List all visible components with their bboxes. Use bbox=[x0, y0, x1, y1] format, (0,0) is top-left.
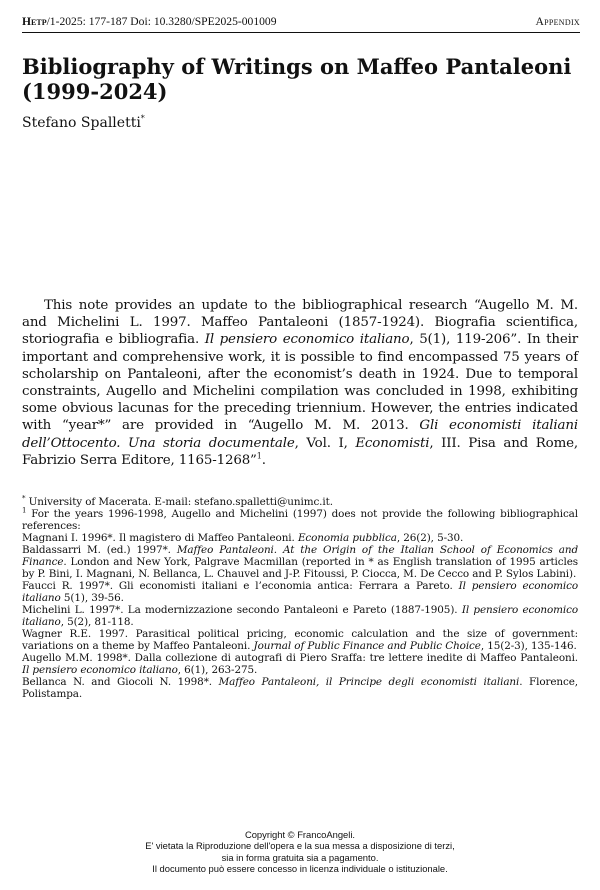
citation-doi: /1-2025: 177-187 Doi: 10.3280/SPE2025-001009 bbox=[46, 15, 277, 28]
footnote-1-text: For the years 1996-1998, Augello and Michelini (1997) does not provide the following bibliographical references: bbox=[22, 508, 578, 532]
affiliation-note bbox=[22, 496, 578, 508]
section-label: Appendix bbox=[535, 15, 580, 28]
affiliation-text: University of Macerata. E-mail: stefano.spalletti@unimc.it. bbox=[25, 496, 333, 508]
journal-name: Hetp bbox=[22, 15, 47, 28]
author-line bbox=[22, 115, 145, 131]
reference-entry bbox=[22, 676, 578, 700]
body-text-3: , Vol. I, bbox=[294, 435, 356, 451]
body-text-end: . bbox=[261, 452, 266, 468]
body-italic-2: Gli economisti italiani dell’Ottocento. Una storia documentale bbox=[22, 418, 578, 451]
footnote-1-mark: 1 bbox=[22, 506, 27, 515]
body-italic-1: Il pensiero economico italiano bbox=[204, 332, 410, 348]
reference-entry bbox=[22, 544, 578, 580]
reference-italic: Maffeo Pantaleoni, il Principe degli economisti italiani bbox=[218, 676, 520, 688]
copyright-notice bbox=[22, 829, 578, 875]
reference-text: , 5(2), 81-118. bbox=[60, 616, 134, 628]
reference-text: Wagner R.E. 1997. Parasitical political pricing, economic calculation and the size of government: variations on a theme by Maffeo Pantaleoni. bbox=[22, 628, 578, 652]
body-italic-3: Economisti bbox=[355, 435, 430, 451]
reference-italic: Il pensiero economico italiano bbox=[22, 580, 578, 604]
article-title: Bibliography of Writings on Maffeo Pantaleoni (1999-2024) bbox=[22, 54, 572, 104]
body-text-1: This note provides an update to the bibliographical research “Augello M. M. and Michelini L. 1997. Maffeo Pantaleoni (1857-1924). Biografia scientifica, storiografia e bibliografia. bbox=[22, 298, 578, 348]
copyright-line: sia in forma gratuita sia a pagamento. bbox=[221, 851, 379, 863]
reference-entry bbox=[22, 628, 578, 652]
reference-italic: Journal of Public Finance and Public Choice bbox=[253, 640, 481, 652]
running-header bbox=[22, 10, 580, 33]
footnote-1 bbox=[22, 508, 578, 532]
body-text-2: , 5(1), 119-206”. In their important and comprehensive work, it is possible to find encompassed 75 years of scholarship on Pantaleoni, after the economist’s death in 1924. Due to temporal constraints, Augello and Michelini compilation was concluded in 1998, exhibiting some obvious lacunas for the preceding triennium. However, the entries indicated with “year*” are provided in “Augello M. M. 2013. bbox=[22, 332, 578, 434]
author-name: Stefano Spalletti bbox=[22, 115, 141, 131]
reference-text: Bellanca N. and Giocoli N. 1998*. bbox=[22, 676, 219, 688]
reference-entry bbox=[22, 652, 578, 676]
reference-text: Magnani I. 1996*. Il magistero di Maffeo Pantaleoni. bbox=[22, 532, 298, 544]
reference-text: Michelini L. 1997*. La modernizzazione secondo Pantaleoni e Pareto (1887-1905). bbox=[22, 604, 462, 616]
reference-text: , 15(2-3), 135-146. bbox=[480, 640, 577, 652]
reference-text: 5(1), 39-56. bbox=[60, 592, 124, 604]
footnote-ref-1: 1 bbox=[256, 451, 262, 461]
body-paragraph bbox=[22, 297, 578, 469]
copyright-line: E' vietata la Riproduzione dell'opera e la sua messa a disposizione di terzi, bbox=[145, 840, 455, 852]
reference-text: , 6(1), 263-275. bbox=[177, 664, 258, 676]
affiliation-mark: * bbox=[22, 494, 26, 503]
reference-entry bbox=[22, 532, 578, 544]
reference-italic: Il pensiero economico italiano bbox=[22, 604, 578, 628]
journal-citation bbox=[22, 15, 277, 28]
reference-italic: Economia pubblica bbox=[297, 532, 397, 544]
reference-text: Faucci R. 1997*. Gli economisti italiani e l’economia antica: Ferrara a Pareto. bbox=[22, 580, 459, 592]
reference-text: Baldassarri M. (ed.) 1997*. bbox=[22, 544, 177, 556]
copyright-line: Copyright © FrancoAngeli. bbox=[244, 829, 356, 840]
reference-text: Augello M.M. 1998*. Dalla collezione di autografi di Piero Sraffa: tre lettere inedite di Maffeo Pantaleoni. bbox=[22, 652, 578, 664]
author-footnote-mark: * bbox=[140, 114, 145, 123]
reference-text: . London and New York, Palgrave Macmillan (reported in * as English translation of 1995 articles by P. Bini, I. Magnani, N. Bellanca, L. Chauvel and J-P. Fitoussi, P. Ciocca, M. De Cecco and P. Sylos Labini). bbox=[22, 556, 578, 580]
copyright-line: Il documento può essere concesso in licenza individuale o istituzionale. bbox=[152, 863, 448, 875]
reference-text: . Florence, Polistampa. bbox=[22, 676, 578, 700]
reference-entry bbox=[22, 580, 578, 604]
reference-italic: Il pensiero economico italiano bbox=[22, 664, 178, 676]
reference-text: , 26(2), 5-30. bbox=[396, 532, 464, 544]
reference-italic: Maffeo Pantaleoni. At the Origin of the Italian School of Economics and Finance bbox=[22, 544, 578, 568]
body-text-4: , III. Pisa and Rome, Fabrizio Serra Editore, 1165-1268” bbox=[22, 435, 578, 468]
footnotes bbox=[22, 496, 578, 700]
reference-entry bbox=[22, 604, 578, 628]
